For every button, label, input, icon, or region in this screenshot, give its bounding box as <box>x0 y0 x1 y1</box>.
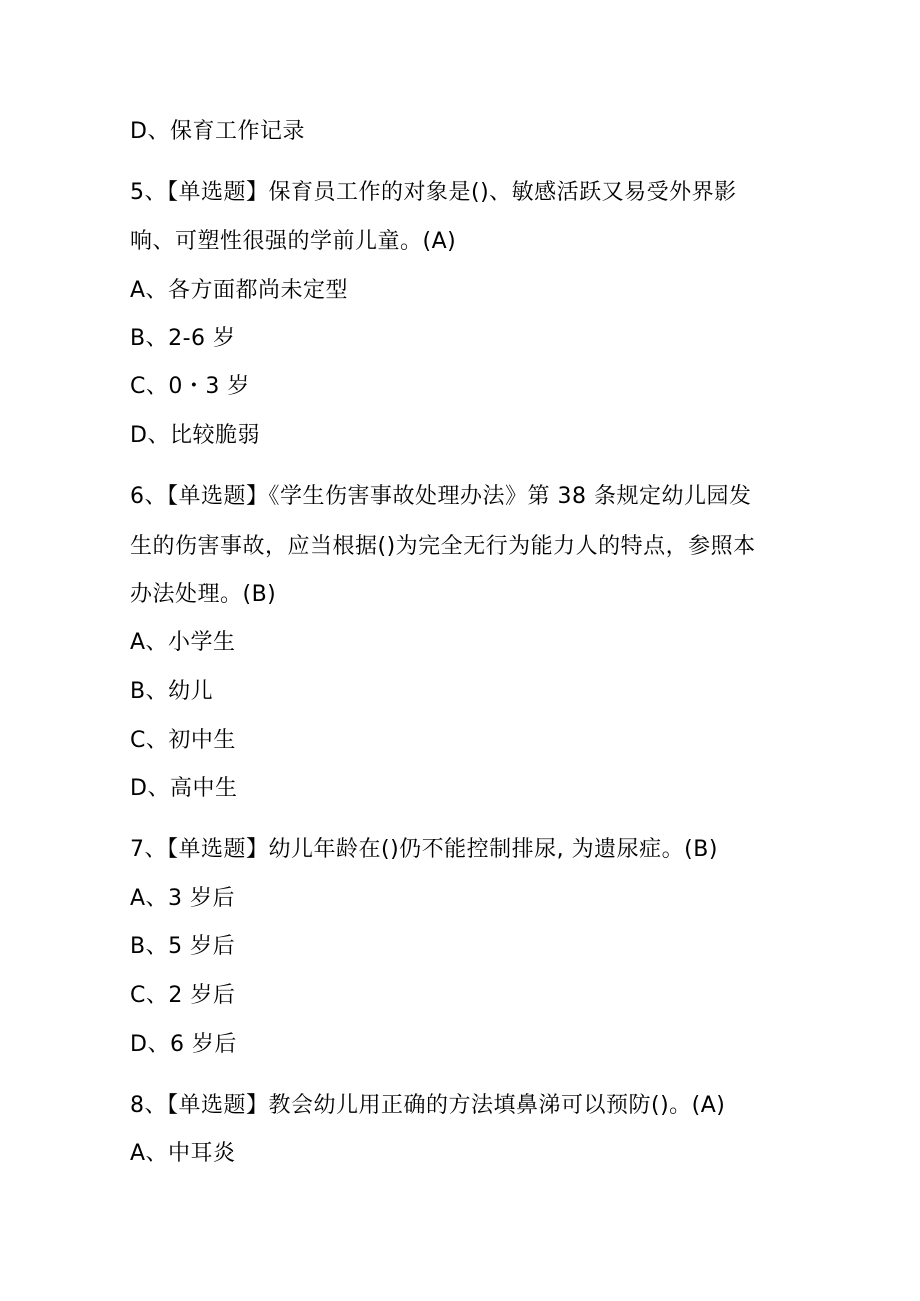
q7-option-d: D、6 岁后 <box>130 1032 237 1057</box>
q6-option-d: D、高中生 <box>130 776 238 801</box>
q6-stem-line-1: 6、【单选题】《学生伤害事故处理办法》第 38 条规定幼儿园发 <box>130 484 752 509</box>
q6-option-c: C、初中生 <box>130 728 236 753</box>
q5-option-c: C、0・3 岁 <box>130 374 250 399</box>
q7-option-c: C、2 岁后 <box>130 983 236 1008</box>
q6-option-a: A、小学生 <box>130 630 236 655</box>
q5-option-d: D、比较脆弱 <box>130 423 260 448</box>
q6-stem-line-2: 生的伤害事故，应当根据()为完全无行为能力人的特点，参照本 <box>130 534 756 559</box>
q8-stem: 8、【单选题】教会幼儿用正确的方法填鼻涕可以预防()。(A) <box>130 1093 726 1118</box>
q8-option-a: A、中耳炎 <box>130 1141 236 1166</box>
q5-option-b: B、2-6 岁 <box>130 326 236 351</box>
q5-option-a: A、各方面都尚未定型 <box>130 278 349 303</box>
q4-option-d: D、保育工作记录 <box>130 119 305 144</box>
q6-stem-line-3: 办法处理。(B) <box>130 582 277 607</box>
q7-option-a: A、3 岁后 <box>130 886 236 911</box>
q6-option-b: B、幼儿 <box>130 679 214 704</box>
q7-option-b: B、5 岁后 <box>130 934 236 959</box>
q5-stem-line-2: 响、可塑性很强的学前儿童。(A) <box>130 229 457 254</box>
q7-stem: 7、【单选题】幼儿年龄在()仍不能控制排尿, 为遗尿症。(B) <box>130 837 718 862</box>
q5-stem-line-1: 5、【单选题】保育员工作的对象是()、敏感活跃又易受外界影 <box>130 180 737 205</box>
